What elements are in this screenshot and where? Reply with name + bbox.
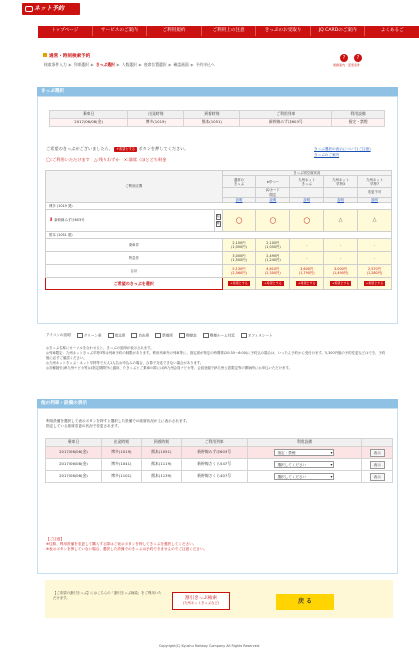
- train-name: [46, 210, 215, 232]
- fare-label: 乗車券: [46, 239, 223, 252]
- legend-label: オフィスシート: [247, 333, 273, 338]
- help-icon[interactable]: ?: [354, 54, 362, 62]
- smoking-room-icon: [179, 333, 185, 338]
- table-cell: 2017/06/08(金): [46, 459, 102, 471]
- pick-text: ご希望のきっぷがございましたら、: [46, 146, 114, 151]
- green-car-icon: [77, 333, 83, 338]
- step-arrow-icon: ▶: [138, 62, 142, 67]
- legend-item: [241, 333, 273, 338]
- fare-value: -: [358, 252, 392, 265]
- column-header: 利用設備: [247, 439, 362, 447]
- train-row: [46, 471, 393, 483]
- availability-mark: ◯: [290, 210, 324, 232]
- other-trains-desc: 利用設備を選択して表示ボタンを押すと選択した設備での座席状況が上に表示されます。 指定している座席変更の状況で変更されます。: [46, 419, 190, 428]
- step-item: 確認画面: [173, 62, 189, 67]
- help-icon[interactable]: ?: [340, 54, 348, 62]
- nav-item[interactable]: ご利用規約: [146, 26, 201, 36]
- product-name: 九州ネット 早特7: [358, 176, 392, 188]
- product-detail-link[interactable]: 説明: [324, 197, 358, 202]
- step-arrow-icon: ▶: [116, 62, 120, 67]
- column-header: [362, 439, 393, 447]
- caution-title: 【ご注意】: [46, 537, 64, 541]
- table-cell: 2017/06/08(金): [46, 471, 102, 483]
- nav-item[interactable]: JQ CARDのご案内: [310, 26, 365, 36]
- fare-value: -: [324, 239, 358, 252]
- footer-copyright: Copyright(C) Kyushu Railway Company All Rights Reserved.: [158, 644, 261, 648]
- info-links: [314, 147, 371, 160]
- notes: [46, 346, 386, 371]
- fare-value: 3,000円 (1,500円): [222, 252, 256, 265]
- office-seat-icon: [241, 333, 247, 338]
- discount-search-button[interactable]: [172, 592, 230, 610]
- fare-value: 3,600円 (1,790円): [290, 265, 324, 278]
- legend-item: [108, 333, 126, 338]
- column-header: 出発時刻: [101, 439, 141, 447]
- ticket-availability-grid: [45, 170, 392, 290]
- product-restriction: JQカード 限定: [256, 188, 290, 198]
- nav-underline: [38, 36, 419, 38]
- facility-select[interactable]: 選択してください ▾: [274, 461, 334, 468]
- pick-instruction: [46, 146, 189, 152]
- column-header: 出発時刻: [128, 111, 184, 119]
- discount-search-sub: (九州ネットきっぷなど): [182, 601, 220, 605]
- choose-cell: [222, 278, 256, 290]
- column-header: 到着時刻: [141, 439, 181, 447]
- step-arrow-icon: ▶: [90, 62, 94, 67]
- product-detail-link[interactable]: 説明: [222, 197, 256, 202]
- choose-ticket-button[interactable]: +希望とする: [365, 281, 384, 286]
- global-nav: [38, 26, 419, 36]
- product-name: 九州ネット きっぷ: [290, 176, 324, 188]
- table-cell: 博多(1041): [101, 459, 141, 471]
- step-arrow-icon: ▶: [168, 62, 172, 67]
- step-arrow-icon: ▶: [68, 62, 72, 67]
- column-header-group: きっぷ別空席状況: [222, 171, 391, 176]
- table-cell: 熊本(1051): [141, 447, 181, 459]
- link-ticket-guide[interactable]: きっぷのご案内: [314, 153, 340, 158]
- pick-text: ボタンを押してください。: [138, 146, 189, 151]
- step-item: きっぷ選択: [95, 62, 115, 67]
- departure-station: 博多 (1019 発): [46, 203, 392, 210]
- table-cell: 熊本(1139): [141, 471, 181, 483]
- help-label: 乗換案内: [333, 63, 346, 67]
- table-cell: [362, 459, 393, 471]
- fare-value: 5,130円 (2,560円): [222, 265, 256, 278]
- legend-item: [203, 333, 235, 338]
- availability-mark: ◯: [256, 210, 290, 232]
- fare-value: 3,000円 (1,490円): [324, 265, 358, 278]
- pick-sample-button: +希望とする: [116, 146, 135, 151]
- product-restriction: 変更不可: [358, 188, 392, 198]
- legend-item: [155, 333, 173, 338]
- site-logo[interactable]: [22, 3, 80, 15]
- note-line: ◎きっぷ名称にカーソルを合わせると、きっぷの説明が表示されます。: [46, 346, 154, 350]
- table-cell: [362, 471, 393, 483]
- table-cell: 新幹線さくら547号: [181, 459, 247, 471]
- product-detail-link[interactable]: 説明: [358, 197, 392, 202]
- availability-mark: △: [324, 210, 358, 232]
- fare-value: 2,570円 (1,280円): [358, 265, 392, 278]
- table-cell: [247, 471, 362, 483]
- bullet-icon: [43, 53, 47, 57]
- icon-legend: [46, 333, 273, 338]
- choose-label: ご希望のきっぷを選択: [46, 278, 223, 290]
- note-line: ◎各種割引(JR九州ナビカ等)は指定期間外に適用、たきっぷとご乗車の際にはJR九州会員ナビカ等、会員登録でJR九州公認限定等の開始時にお申込いただけます。: [46, 366, 292, 370]
- fare-value: 2,490円 (1,240円): [256, 252, 290, 265]
- column-header: ご利用列車: [240, 111, 332, 119]
- train-tags: [214, 210, 222, 232]
- step-item: 人数選択: [121, 62, 137, 67]
- fare-label: 特急券: [46, 252, 223, 265]
- product-restriction: [222, 188, 256, 198]
- legend-label: 禁煙席: [162, 333, 173, 338]
- table-cell: 2017/06/08(金): [46, 447, 102, 459]
- table-cell: 熊本(1119): [141, 459, 181, 471]
- step-item: 予約申込へ: [195, 62, 215, 67]
- note-line: ◎列車限定：九州ネットきっぷ早特3等は列車予約の制限があります。利用列車外の列車等に、指定席が特定の時間帯(20:30〜6:00)に予約込の場合は、いったん予約から受付けます。5,300円後の予約変更などはでき、予約後に必ずご確認ください。: [46, 351, 386, 360]
- table-cell: 熊本(1051): [184, 119, 240, 127]
- choose-cell: [358, 278, 392, 290]
- logo-text: ネット予約: [34, 5, 65, 12]
- arrival-station: 熊本 (1051 着): [46, 232, 392, 239]
- discount-search-label: 割引きっぷ検索: [184, 596, 218, 601]
- other-trains-table: [45, 438, 393, 483]
- nav-item[interactable]: ご利用上の注意: [201, 26, 256, 36]
- choose-ticket-button[interactable]: +希望とする: [297, 281, 316, 286]
- column-header: ご利用列車: [181, 439, 247, 447]
- product-name: 通常の きっぷ: [222, 176, 256, 188]
- product-name: e早つー: [256, 176, 290, 188]
- nav-item[interactable]: よくあるご: [364, 26, 419, 36]
- selected-train-table: [49, 110, 385, 127]
- fare-value: 4,610円 (2,300円): [256, 265, 290, 278]
- legend-item: [131, 333, 149, 338]
- choose-cell: [256, 278, 290, 290]
- step-item: 座席位置選択: [143, 62, 167, 67]
- table-cell: 博多(1019): [128, 119, 184, 127]
- fare-value: 2,100円 (1,050円): [222, 239, 256, 252]
- facility-select[interactable]: 選択してください ▾: [274, 473, 334, 480]
- step-arrow-icon: ▶: [190, 62, 194, 67]
- table-cell: 2017/06/08(金): [50, 119, 128, 127]
- fare-value: 2,100円 (1,050円): [256, 239, 290, 252]
- table-cell: 博多(1019): [101, 447, 141, 459]
- legend-item: [77, 333, 102, 338]
- table-cell: [247, 447, 362, 459]
- fare-label: 合計: [46, 265, 223, 278]
- fare-value: -: [290, 252, 324, 265]
- choose-cell: [290, 278, 324, 290]
- choose-ticket-button[interactable]: +希望とする: [264, 281, 282, 286]
- nav-item[interactable]: トップページ: [51, 28, 79, 33]
- legend-label: 喫煙室: [185, 333, 197, 338]
- caution-line: ※表示ボタンを押していない場合、選択した設備でのきっぷは予約できませんのでご注意ください。: [46, 547, 208, 551]
- availability-legend: ◯:ご利用いただけます △:残りわずか ×:満席（ほとどち料金: [46, 157, 167, 162]
- availability-mark: △: [358, 210, 392, 232]
- page-section-title: 通常・時刻検索予約: [43, 53, 90, 60]
- caution-line: ※往路、利用設備を変更して購入する際はご表示ボタンを押してきっぷを選択してください。: [46, 542, 197, 546]
- reserved-seat-icon: [108, 333, 114, 338]
- legend-label: グリーン車: [83, 333, 102, 338]
- train-row: [46, 459, 393, 471]
- column-header: 到着時刻: [184, 111, 240, 119]
- bottom-note: 【ご希望の割引きっぷ】にはこちらの「割引きっぷ検索」をご利用いただけます。: [53, 591, 162, 600]
- train-icon: [25, 6, 33, 12]
- caution-note: [46, 537, 207, 552]
- table-cell: [247, 459, 362, 471]
- help-label: 変更条件: [348, 63, 361, 67]
- column-header: 乗車日: [50, 111, 128, 119]
- column-header: 乗車日: [46, 439, 102, 447]
- product-detail-link[interactable]: 説明: [256, 197, 290, 202]
- legend-item: [179, 333, 197, 338]
- legend-label: 自由席: [138, 333, 150, 338]
- availability-mark: ◯: [222, 210, 256, 232]
- table-cell: 新幹線みずほ603号: [181, 447, 247, 459]
- back-button[interactable]: 戻 る: [276, 594, 334, 610]
- train-label: 新幹線みずほ603号: [54, 218, 85, 223]
- smoking-room-near-icon: [203, 333, 209, 338]
- fare-value: -: [324, 252, 358, 265]
- step-indicator: [44, 63, 215, 68]
- train-row: [46, 447, 393, 459]
- arrow-down-icon: ⬇: [49, 217, 54, 224]
- table-cell: [362, 447, 393, 459]
- seat-tag-icon: 指: [216, 214, 220, 219]
- legend-item: [46, 333, 71, 337]
- note-line: ◎九州ネットきっぷ・ネット早特等で大人1人名お申込みの場合、合算で対応できない場合があります。: [46, 361, 204, 365]
- display-button[interactable]: 表示: [370, 461, 385, 469]
- legend-label: アイコンの説明: [46, 333, 71, 338]
- ticket-select-heading: きっぷ選択: [37, 87, 398, 96]
- choose-cell: [324, 278, 358, 290]
- seat-tag-icon: 煙: [216, 221, 220, 225]
- table-cell: 指定・禁煙: [332, 119, 385, 127]
- table-cell: 新幹線みずほ603号: [240, 119, 332, 127]
- nav-item[interactable]: きっぷのお受取り: [255, 26, 310, 36]
- link-display-notes[interactable]: きっぷ選択の表示について(ご注意): [314, 147, 371, 151]
- table-cell: 新幹線さくら407号: [181, 471, 247, 483]
- product-restriction: [324, 188, 358, 198]
- column-header: 利用設備: [332, 111, 385, 119]
- facility-select[interactable]: 指定・禁煙 ▾: [274, 449, 334, 456]
- fare-value: -: [358, 239, 392, 252]
- product-detail-link[interactable]: 説明: [290, 197, 324, 202]
- fare-value: -: [290, 239, 324, 252]
- legend-label: 喫煙ルーム付近: [209, 333, 235, 338]
- legend-label: 指定席: [114, 333, 126, 338]
- display-button[interactable]: 表示: [370, 473, 385, 481]
- help-labels: [333, 64, 360, 68]
- table-cell: 博多(1101): [101, 471, 141, 483]
- choose-ticket-button[interactable]: +希望とする: [230, 281, 248, 286]
- top-header: [0, 0, 419, 18]
- non-smoking-icon: [155, 333, 161, 338]
- column-header-route: ご利用区間: [46, 171, 223, 203]
- display-button[interactable]: 表示: [370, 449, 385, 457]
- help-icons: [340, 54, 362, 62]
- choose-ticket-button[interactable]: +希望とする: [331, 281, 350, 286]
- step-item: 検索条件入力: [44, 62, 67, 67]
- nav-item[interactable]: サービスのご案内: [92, 26, 147, 36]
- product-name: 九州ネット 早特3: [324, 176, 358, 188]
- product-restriction: [290, 188, 324, 198]
- step-item: 列車選択: [73, 62, 89, 67]
- other-trains-heading: 他の列車・設備の表示: [37, 399, 398, 408]
- free-seat-icon: [131, 333, 137, 338]
